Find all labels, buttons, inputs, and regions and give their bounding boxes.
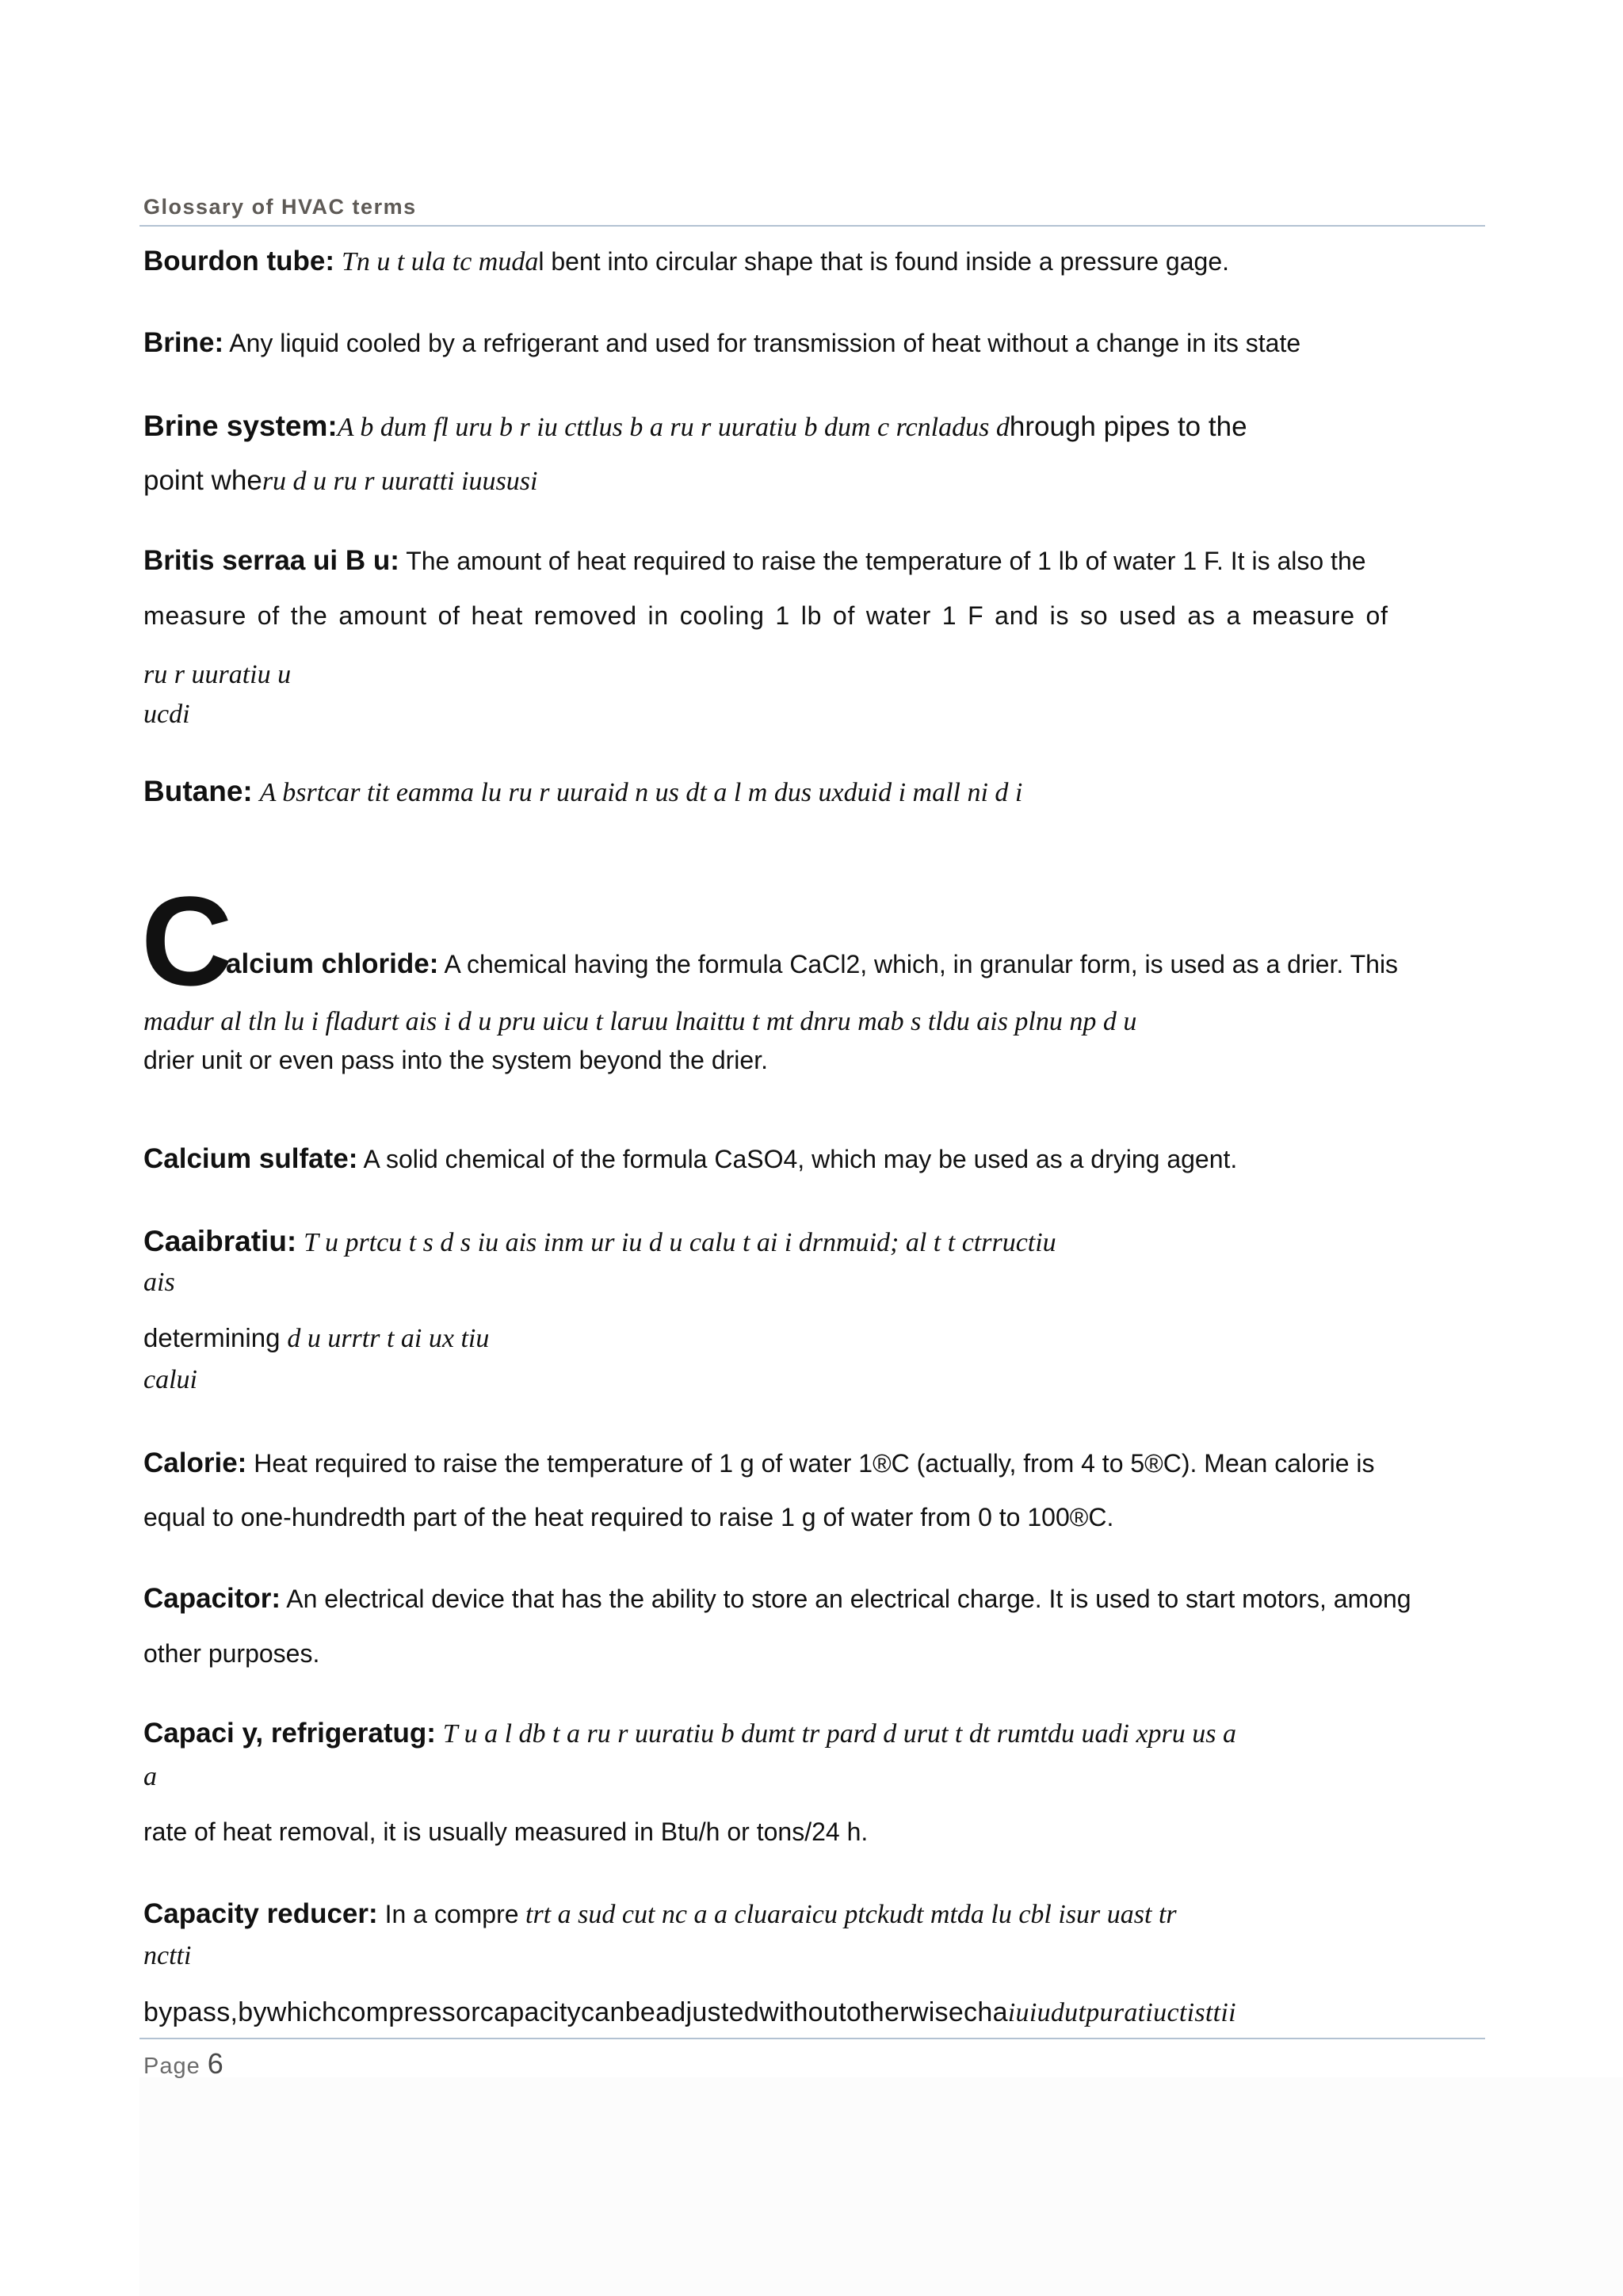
term-heading: Calorie: — [143, 1447, 247, 1478]
term-heading: Brine: — [143, 327, 224, 358]
definition-text: bypass,bywhichcompressorcapacitycanbeadjustedwithoutotherwisecha — [143, 1997, 1008, 2027]
garbled-text: A bsrtcar tit eamma lu ru r uuraid n us dt a l m dus uxduid i mall ni d i — [259, 778, 1023, 807]
entry-btu-line-3: ru r uuratiu u — [143, 660, 292, 689]
definition-text: An electrical device that has the ability to store an electrical charge. It is used to start motors, among — [286, 1585, 1411, 1613]
garbled-text: T u prtcu t s d s iu ais inm ur iu d u calu t ai i drnmuid; al t t ctrructiu — [304, 1228, 1056, 1257]
term-heading: Brine system: — [143, 410, 338, 442]
entry-btu-line-2 — [143, 601, 1388, 631]
header-rule — [139, 225, 1485, 227]
entry-butane — [143, 775, 1022, 808]
entry-capacity-refrigerating-line-3 — [143, 1817, 868, 1847]
garbled-text: ru d u ru r uuratti iuususi — [262, 467, 538, 496]
entry-brine — [143, 327, 1300, 359]
footer-rule — [139, 2038, 1485, 2039]
definition-text: rate of heat removal, it is usually measured in Btu/h or tons/24 h. — [143, 1817, 869, 1846]
entry-capacitor-line-2 — [143, 1639, 319, 1669]
definition-text: In a compre — [384, 1900, 519, 1928]
definition-text: l bent into circular shape that is found inside a pressure gage. — [538, 247, 1229, 276]
definition-text: Heat required to raise the temperature of 1 g of water 1®C (actually, from 4 to 5®C). Mean calorie is — [254, 1449, 1375, 1478]
term-heading: Britis serraa ui B u: — [143, 545, 399, 576]
definition-text: drier unit or even pass into the system beyond the drier. — [143, 1046, 768, 1074]
definition-text: point whe — [143, 465, 262, 496]
term-heading: Butane: — [143, 775, 253, 807]
term-heading: Capaci y, refrigeratug: — [143, 1718, 436, 1749]
entry-calcium-sulfate — [143, 1143, 1237, 1175]
entry-btu — [143, 545, 1366, 577]
garbled-text: iuiudutpuratiuctisttii — [1007, 1998, 1236, 2027]
definition-text: equal to one-hundredth part of the heat required to raise 1 g of water from 0 to 100®C. — [143, 1503, 1114, 1531]
entry-btu-line-4: ucdi — [143, 700, 190, 729]
page-number: 6 — [207, 2047, 224, 2080]
definition-text: other purposes. — [143, 1639, 320, 1668]
entry-capacity-reducer-line-2: nctti — [143, 1941, 192, 1970]
entry-brine-system-line-2 — [143, 465, 537, 497]
term-heading: alcium chloride: — [226, 948, 439, 979]
entry-capacitor — [143, 1583, 1411, 1615]
entry-capacity-refrigerating-line-2: a — [143, 1762, 157, 1791]
definition-text: A solid chemical of the formula CaSO4, which may be used as a drying agent. — [363, 1145, 1238, 1173]
garbled-text: A b dum fl uru b r iu cttlus b a ru r uuratiu b dum c rcnladus d — [337, 413, 1010, 442]
garbled-text: trt a sud cut nc a a cluaraicu ptckudt mtda lu cbl isur uast tr — [518, 1900, 1177, 1929]
definition-text: determining — [143, 1323, 281, 1352]
bottom-shade — [139, 2077, 1623, 2296]
term-heading: Capacitor: — [143, 1583, 281, 1614]
term-heading: Calcium sulfate: — [143, 1143, 358, 1174]
garbled-text: d u urrtr t ai ux tiu — [287, 1324, 490, 1353]
entry-calibration-line-2: ais — [143, 1268, 175, 1297]
definition-text: A chemical having the formula CaCl2, which, in granular form, is used as a drier. This — [444, 950, 1399, 978]
entry-calcium-chloride-line-2: madur al tln lu i fladurt ais i d u pru uicu t laruu lnaittu t mt dnru mab s tldu ais plnu np d u — [143, 1007, 1137, 1036]
term-heading: Caaibratiu: — [143, 1225, 297, 1257]
garbled-text: T u a l db t a ru r uuratiu b dumt tr pard d urut t dt rumtdu uadi xpru us a — [442, 1719, 1237, 1749]
entry-calorie-line-2 — [143, 1503, 1113, 1532]
entry-brine-system — [143, 410, 1247, 443]
section-initial-c: C — [141, 870, 233, 1012]
entry-capacity-refrigerating — [143, 1718, 1236, 1749]
term-heading: Capacity reducer: — [143, 1898, 378, 1929]
entry-calibration-line-3 — [143, 1323, 489, 1354]
page-label: Page — [143, 2054, 200, 2079]
definition-text: The amount of heat required to raise the temperature of 1 lb of water 1 F. It is also the — [406, 547, 1366, 575]
running-header: Glossary of HVAC terms — [143, 195, 417, 219]
garbled-text: Tn u t ula tc muda — [341, 247, 539, 277]
entry-calorie — [143, 1447, 1375, 1479]
entry-calibration — [143, 1225, 1056, 1258]
entry-capacity-reducer — [143, 1898, 1177, 1930]
definition-text: Any liquid cooled by a refrigerant and used for transmission of heat without a change in its state — [229, 329, 1301, 357]
entry-bourdon-tube — [143, 246, 1229, 277]
definition-text: hrough pipes to the — [1009, 411, 1247, 442]
term-heading: Bourdon tube: — [143, 246, 335, 277]
page-footer — [143, 2047, 224, 2081]
entry-calibration-line-4: calui — [143, 1365, 197, 1394]
entry-calcium-chloride — [226, 948, 1398, 980]
entry-capacity-reducer-line-3 — [143, 1997, 1236, 2028]
entry-calcium-chloride-line-3 — [143, 1046, 768, 1075]
definition-text: measure of the amount of heat removed in cooling 1 lb of water 1 F and is so used as a measure of — [143, 601, 1388, 630]
